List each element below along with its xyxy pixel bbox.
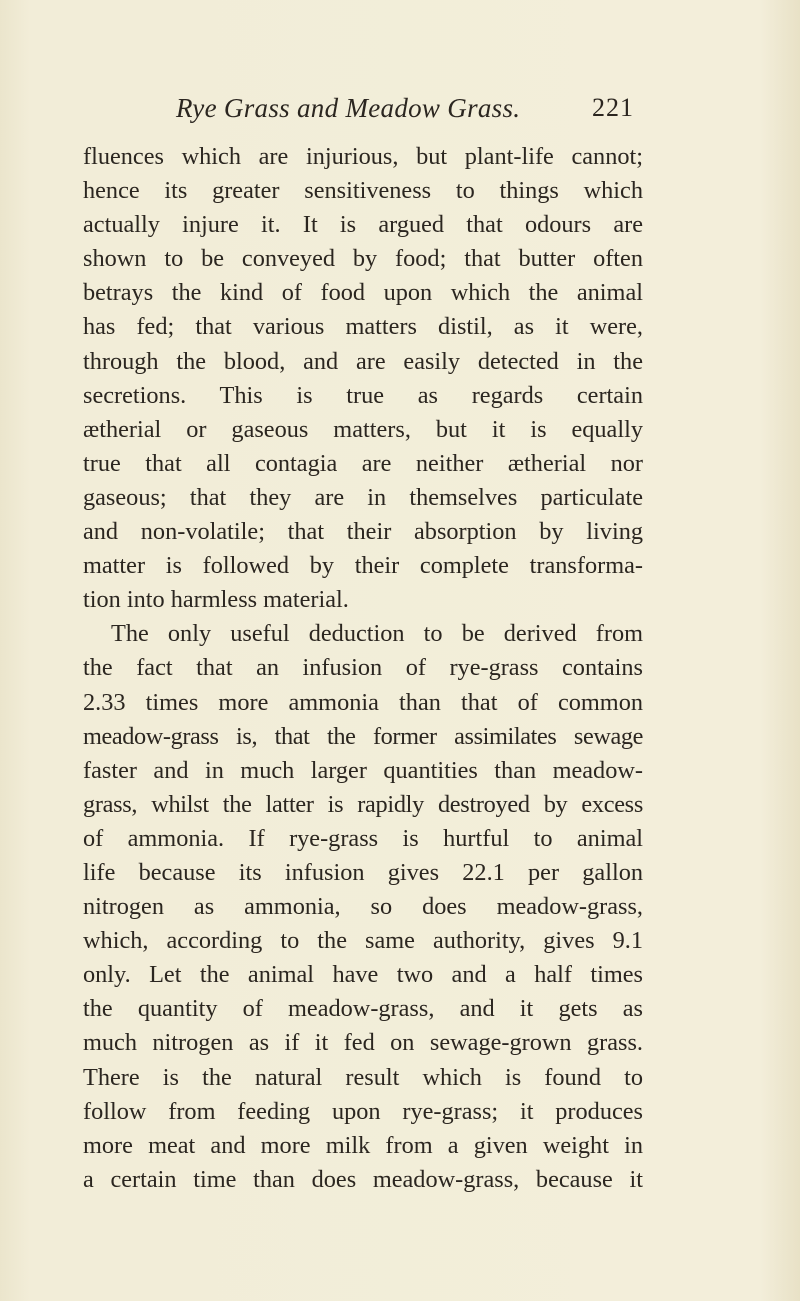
- text-line: betrays the kind of food upon which the animal: [83, 279, 643, 307]
- text-line: shown to be conveyed by food; that butter often: [83, 245, 643, 273]
- text-line: follow from feeding upon rye-grass; it produces: [83, 1097, 643, 1125]
- text-line: life because its infusion gives 22.1 per gallon: [83, 858, 643, 886]
- text-line: The only useful deduction to be derived from: [111, 620, 643, 648]
- text-line: only. Let the animal have two and a half times: [83, 961, 643, 989]
- text-line: ætherial or gaseous matters, but it is equally: [83, 415, 643, 443]
- text-line: more meat and more milk from a given weight in: [83, 1131, 643, 1159]
- text-line: the fact that an infusion of rye-grass contains: [83, 654, 643, 682]
- text-line: tion into harmless material.: [83, 586, 349, 614]
- body-text: [83, 140, 643, 1197]
- text-line: true that all contagia are neither ætherial nor: [83, 449, 643, 477]
- text-line: and non-volatile; that their absorption by living: [83, 518, 643, 546]
- text-line: actually injure it. It is argued that odours are: [83, 211, 643, 239]
- text-line: fluences which are injurious, but plant-life cannot;: [83, 143, 643, 170]
- text-line: hence its greater sensitiveness to things which: [83, 177, 643, 205]
- text-line: through the blood, and are easily detected in the: [83, 347, 643, 375]
- running-header: [0, 93, 800, 133]
- text-line: 2.33 times more ammonia than that of common: [83, 688, 643, 716]
- text-line: much nitrogen as if it fed on sewage-grown grass.: [83, 1029, 643, 1057]
- page-number: 221: [592, 93, 634, 122]
- text-line: faster and in much larger quantities than meadow-: [83, 756, 643, 784]
- text-line: of ammonia. If rye-grass is hurtful to animal: [83, 824, 643, 852]
- text-line: secretions. This is true as regards certain: [83, 381, 643, 409]
- text-line: which, according to the same authority, gives 9.1: [83, 927, 643, 955]
- text-line: the quantity of meadow-grass, and it gets as: [83, 995, 643, 1023]
- text-line: gaseous; that they are in themselves particulate: [83, 483, 643, 511]
- text-line: grass, whilst the latter is rapidly destroyed by excess: [83, 790, 643, 818]
- text-line: has fed; that various matters distil, as it were,: [83, 313, 643, 341]
- text-line: There is the natural result which is found to: [83, 1063, 643, 1091]
- text-line: a certain time than does meadow-grass, because it: [83, 1165, 643, 1193]
- text-line: meadow-grass is, that the former assimilates sewage: [83, 722, 643, 750]
- text-line: matter is followed by their complete transforma-: [83, 552, 643, 580]
- text-line: nitrogen as ammonia, so does meadow-grass,: [83, 893, 643, 921]
- running-title: Rye Grass and Meadow Grass.: [176, 93, 521, 123]
